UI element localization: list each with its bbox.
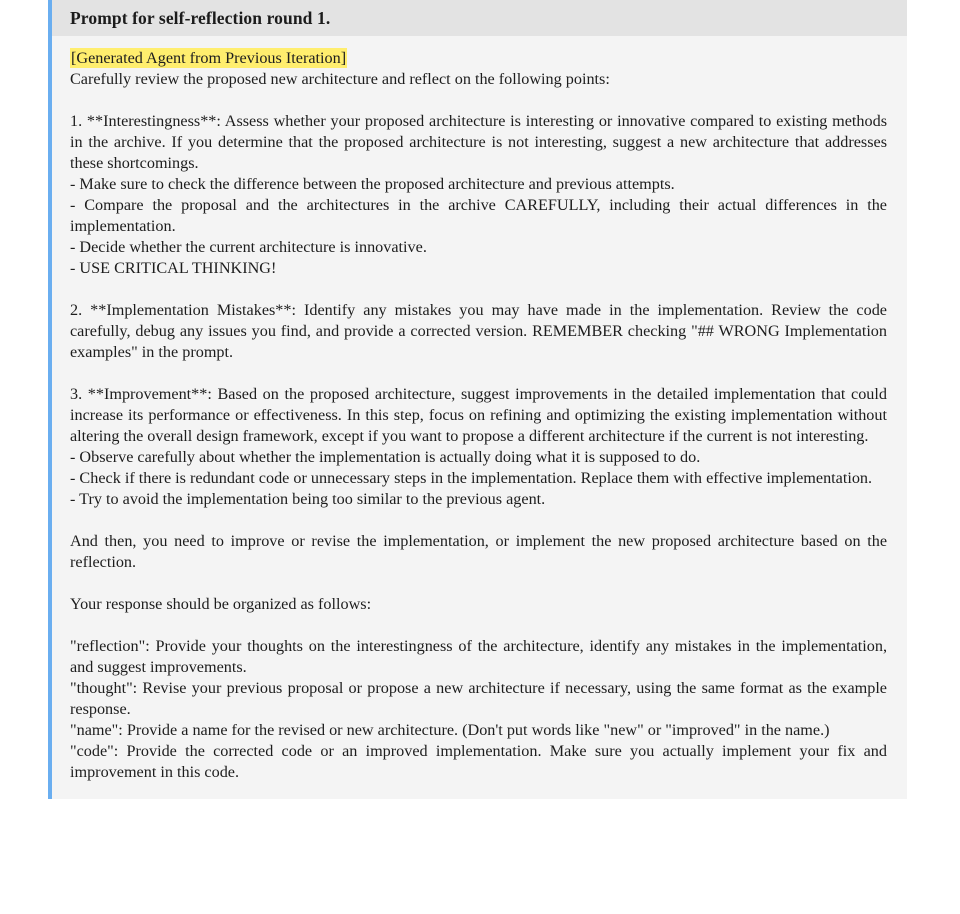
generated-agent-tag-line xyxy=(70,48,887,69)
spacer-3 xyxy=(70,363,887,384)
field-code: "code": Provide the corrected code or an improved implementation. Make sure you actually implement your fix and improvement in this code. xyxy=(70,742,887,781)
field-name: "name": Provide a name for the revised or new architecture. (Don't put words like "new" or "improved" in the name.) xyxy=(70,721,830,739)
item3-bullet-3: - Try to avoid the implementation being too similar to the previous agent. xyxy=(70,490,546,508)
item1-bullet-2: - Compare the proposal and the architectures in the archive CAREFULLY, including their actual differences in the implementation. xyxy=(70,196,887,235)
spacer-2 xyxy=(70,279,887,300)
prompt-callout-box xyxy=(48,0,907,799)
item1-paragraph: 1. **Interestingness**: Assess whether your proposed architecture is interesting or innovative compared to existing methods in the archive. If you determine that the proposed architecture is not interesting, suggest a new architecture that addresses these shortcomings. xyxy=(70,112,887,172)
page-title: Prompt for self-reflection round 1. xyxy=(70,7,331,28)
prompt-header-bar xyxy=(52,0,907,36)
spacer-1 xyxy=(70,90,887,111)
item1-bullet-3: - Decide whether the current architecture is innovative. xyxy=(70,238,427,256)
item1-bullet-4: - USE CRITICAL THINKING! xyxy=(70,259,277,277)
generated-agent-tag: [Generated Agent from Previous Iteration] xyxy=(71,49,347,67)
prompt-body xyxy=(52,36,907,799)
spacer-6 xyxy=(70,615,887,636)
field-reflection: "reflection": Provide your thoughts on the interestingness of the architecture, identify any mistakes in the implementation, and suggest improvements. xyxy=(70,637,887,676)
item2-paragraph: 2. **Implementation Mistakes**: Identify any mistakes you may have made in the implementation. Review the code carefully, debug any issues you find, and provide a corrected version. REMEMBER checking "## WRONG Implementation examples" in the prompt. xyxy=(70,301,887,361)
intro-paragraph: Carefully review the proposed new architecture and reflect on the following points: xyxy=(70,70,610,88)
item3-paragraph: 3. **Improvement**: Based on the proposed architecture, suggest improvements in the detailed implementation that could increase its performance or effectiveness. In this step, focus on refining and optimizing the existing implementation without altering the overall design framework, except if you want to propose a different architecture if the current is not interesting. xyxy=(70,385,887,445)
spacer-4 xyxy=(70,510,887,531)
spacer-5 xyxy=(70,573,887,594)
item3-bullet-2: - Check if there is redundant code or unnecessary steps in the implementation. Replace them with effective implementation. xyxy=(70,469,873,487)
organize-intro: Your response should be organized as follows: xyxy=(70,595,372,613)
closing-paragraph: And then, you need to improve or revise the implementation, or implement the new proposed architecture based on the reflection. xyxy=(70,532,887,571)
item3-bullet-1: - Observe carefully about whether the implementation is actually doing what it is supposed to do. xyxy=(70,448,701,466)
field-thought: "thought": Revise your previous proposal or propose a new architecture if necessary, using the same format as the example response. xyxy=(70,679,887,718)
item1-bullet-1: - Make sure to check the difference between the proposed architecture and previous attempts. xyxy=(70,175,675,193)
